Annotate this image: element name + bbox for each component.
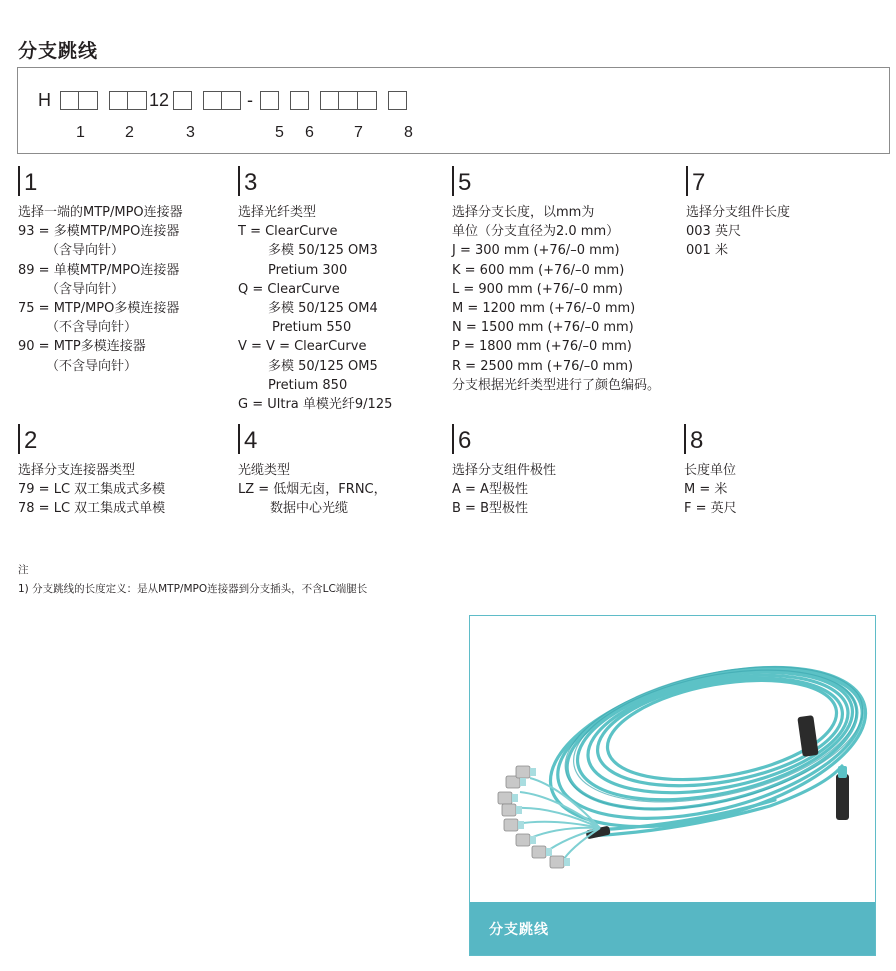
section-number: 3 xyxy=(244,169,258,196)
section-heading: 选择光纤类型 xyxy=(238,205,317,220)
code-slot xyxy=(79,91,98,110)
section-number: 4 xyxy=(244,427,258,454)
option-line: N = 1500 mm (+76/–0 mm) xyxy=(452,320,634,336)
option-line: 89 = 单模MTP/MPO连接器 xyxy=(18,262,180,278)
option-line: R = 2500 mm (+76/–0 mm) xyxy=(452,358,634,374)
position-number: 8 xyxy=(404,124,413,141)
code-slot xyxy=(222,91,241,110)
option-line: 分支根据光纤类型进行了颜色编码。 xyxy=(452,377,661,393)
option-line: J = 300 mm (+76/–0 mm) xyxy=(452,243,620,259)
option-section-7 xyxy=(686,166,896,261)
option-line: Pretium 300 xyxy=(268,262,348,278)
section-heading: 光缆类型 xyxy=(238,463,291,478)
code-slot xyxy=(320,91,339,110)
option-line: M = 米 xyxy=(684,482,728,498)
part-number-code xyxy=(38,89,407,111)
code-fixed-digits: 12 xyxy=(149,89,170,110)
option-line: 多模 50/125 OM3 xyxy=(268,243,378,259)
section-number: 2 xyxy=(24,427,38,454)
option-line: F = 英尺 xyxy=(684,501,737,517)
option-line: LZ = 低烟无卤，FRNC， xyxy=(238,482,387,498)
code-slot xyxy=(358,91,377,110)
product-photo-card xyxy=(469,615,876,956)
option-line: 93 = 多模MTP/MPO连接器 xyxy=(18,224,180,240)
position-number: 1 xyxy=(76,124,85,141)
code-slot xyxy=(60,91,79,110)
code-slot xyxy=(290,91,309,110)
code-slot xyxy=(260,91,279,110)
page-title: 分支跳线 xyxy=(18,40,99,62)
option-line: M = 1200 mm (+76/–0 mm) xyxy=(452,301,636,317)
option-line: T = ClearCurve xyxy=(238,224,338,240)
section-number: 5 xyxy=(458,169,472,196)
option-line: 78 = LC 双工集成式单模 xyxy=(18,501,166,517)
option-section-2 xyxy=(18,424,233,519)
option-line: 001 米 xyxy=(686,243,728,259)
option-line: 多模 50/125 OM4 xyxy=(268,301,378,317)
section-heading: 选择分支长度，以mm为 xyxy=(452,205,595,220)
option-line: B = B型极性 xyxy=(452,501,528,517)
option-line: G = Ultra 单模光纤9/125 xyxy=(238,397,393,413)
option-line: Pretium 550 xyxy=(272,320,352,336)
code-prefix: H xyxy=(38,89,51,110)
option-line: Q = ClearCurve xyxy=(238,281,340,297)
section-number: 6 xyxy=(458,427,472,454)
option-section-6 xyxy=(452,424,667,519)
option-line: Pretium 850 xyxy=(268,377,348,393)
note-item: 1) 分支跳线的长度定义：是从MTP/MPO连接器到分支插头，不含LC端腿长 xyxy=(18,583,368,595)
option-line: 79 = LC 双工集成式多模 xyxy=(18,482,166,498)
option-section-5 xyxy=(452,166,667,395)
photo-caption: 分支跳线 xyxy=(489,922,549,938)
option-section-3 xyxy=(238,166,453,414)
section-heading: 选择一端的MTP/MPO连接器 xyxy=(18,205,183,220)
section-heading: 选择分支连接器类型 xyxy=(18,463,136,478)
section-number: 1 xyxy=(24,169,38,196)
fanout-cable-image xyxy=(470,616,875,902)
option-line: （不含导向针） xyxy=(46,358,138,374)
code-slot xyxy=(388,91,407,110)
code-slot xyxy=(173,91,192,110)
section-number: 8 xyxy=(690,427,704,454)
section-heading: 选择分支组件极性 xyxy=(452,463,557,478)
option-line: A = A型极性 xyxy=(452,482,528,498)
option-line: （含导向针） xyxy=(46,243,125,259)
option-line: 多模 50/125 OM5 xyxy=(268,358,378,374)
code-slot xyxy=(109,91,128,110)
option-line: （含导向针） xyxy=(46,281,125,297)
position-number: 5 xyxy=(275,124,284,141)
option-line: 75 = MTP/MPO多模连接器 xyxy=(18,301,180,317)
option-section-1 xyxy=(18,166,233,376)
position-number: 3 xyxy=(186,124,195,141)
section-heading: 单位（分支直径为2.0 mm） xyxy=(452,224,620,240)
section-number: 7 xyxy=(692,169,706,196)
position-number: 7 xyxy=(354,124,363,141)
option-line: 数据中心光缆 xyxy=(270,501,349,517)
position-number: 2 xyxy=(125,124,134,141)
section-heading: 选择分支组件长度 xyxy=(686,205,791,220)
option-section-4 xyxy=(238,424,453,519)
option-line: V = V = ClearCurve xyxy=(238,339,367,355)
code-slot xyxy=(339,91,358,110)
option-line: L = 900 mm (+76/–0 mm) xyxy=(452,281,623,297)
option-line: （不含导向针） xyxy=(46,320,138,336)
option-line: 90 = MTP多模连接器 xyxy=(18,339,146,355)
code-dash: - xyxy=(247,89,254,110)
photo-caption-bar xyxy=(470,902,875,955)
option-line: P = 1800 mm (+76/–0 mm) xyxy=(452,339,632,355)
section-heading: 长度单位 xyxy=(684,463,737,478)
position-number: 6 xyxy=(305,124,314,141)
code-slot xyxy=(203,91,222,110)
option-line: K = 600 mm (+76/–0 mm) xyxy=(452,262,625,278)
notes-label: 注 xyxy=(18,564,29,576)
code-slot xyxy=(128,91,147,110)
option-line: 003 英尺 xyxy=(686,224,741,240)
option-section-8 xyxy=(684,424,896,519)
